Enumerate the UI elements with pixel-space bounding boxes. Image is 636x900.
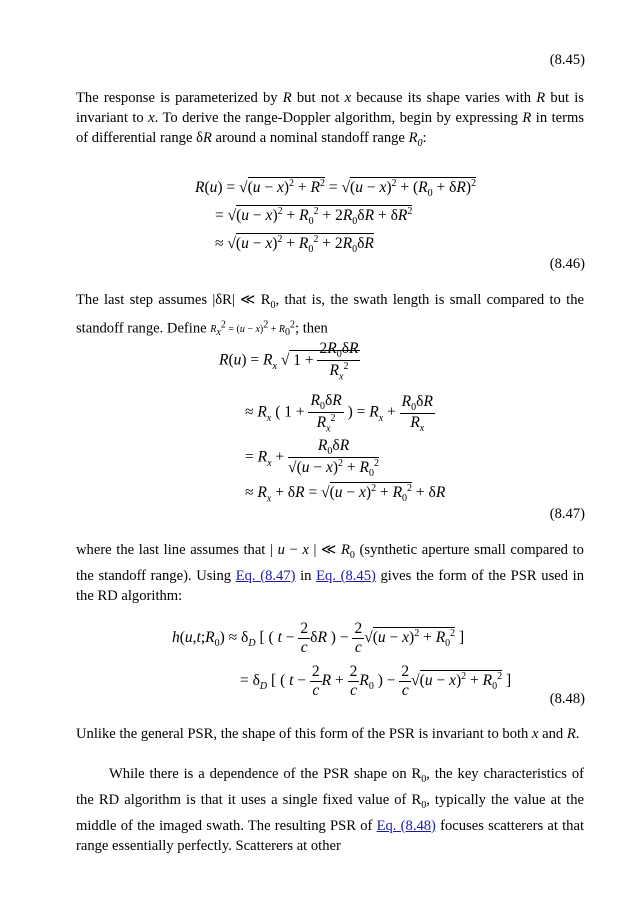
text: The last step assumes |δR| ≪ R (76, 292, 271, 308)
var-R0: R (408, 130, 418, 146)
equation-number-8-46: (8.46) (549, 256, 585, 272)
text: . To derive the range-Doppler algorithm, begin by expressing (154, 110, 523, 126)
paragraph-unlike (76, 724, 584, 744)
link-eq-8-48[interactable] (377, 818, 436, 834)
text: because its shape varies with (351, 90, 537, 106)
text: in (295, 567, 317, 584)
inline-definition: $R_x^2 = (u - x)^2 + R_0^2$ (210, 319, 295, 339)
paragraph-response (76, 88, 584, 154)
var-Rx: R (210, 324, 217, 336)
var-R: R (282, 90, 292, 106)
var-R: R (202, 130, 212, 146)
link-text[interactable]: (8.48) (400, 817, 436, 834)
text: focuses scatterers at that range essentially perfectly. Scatterers at other (76, 817, 584, 854)
paragraph-while (76, 764, 584, 856)
equation-8-47-line4: ≈ $R_x + \delta R = √(u - x)^2 + R_0^2 + \delta R$ (245, 483, 446, 505)
text: gives the form of the PSR used in the RD algorithm: (76, 567, 585, 604)
subscript: 0 (270, 299, 276, 311)
var-R: R (522, 110, 532, 126)
equation-8-48-line1: $h(u,t;R_0) \approx \delta_D$ [ ( t − $\frac{2}{c}$ δR ) − $\frac{2}{c}$ $√(u - x)^2 + R_0^2$ ] (172, 620, 465, 656)
text: : (422, 130, 427, 146)
equation-8-47-line1: $R(u) = R_x$ √ 1 + $\frac{2R_0\delta R}{R_x^2}$ (219, 340, 359, 383)
text: but is invariant to (76, 90, 584, 126)
text: where the last line assumes that (76, 542, 266, 558)
text: , the key characteristics of the RD algorithm is that it uses a single fixed value of R (76, 766, 584, 808)
paragraph-last-step (76, 290, 584, 343)
equation-8-46-line1: $R(u) = √(u - x)^2 + R^2 = √(u - x)^2 + (R_0 + \delta R)^2$ (195, 178, 477, 200)
text: While there is a dependence of the PSR shape on R (109, 766, 422, 782)
text: . (575, 726, 580, 742)
var-R: R (536, 90, 546, 106)
text: but not (291, 90, 345, 106)
text: , typically the value at the middle of the imaged swath. The resulting PSR of (76, 791, 584, 834)
equation-number-8-48: (8.48) (549, 691, 585, 707)
equation-number-8-45: (8.45) (549, 52, 585, 68)
var-R: R (566, 726, 576, 742)
text: in terms of differential range δ (76, 110, 584, 146)
text: The response is parameterized by (76, 90, 283, 106)
inline-condition: | u − x | ≪ $R_0$ (270, 542, 355, 561)
subscript: 0 (417, 137, 423, 149)
equation-8-48-line2: = $\delta_D$ [ ( t − $\frac{2}{c}$ R + $\frac{2}{c}$ $R_0$ ) − $\frac{2}{c}$ $√(u - x)^2 + R_0^2$ ] (240, 663, 512, 699)
text: ; then (295, 320, 328, 337)
text: and (538, 726, 567, 742)
equation-8-46-line2: = $√(u - x)^2 + R_0^2 + 2R_0\delta R + \delta R^2$ (215, 206, 413, 228)
text: (synthetic aperture small compared to the standoff range). Using (76, 542, 584, 584)
subscript: 0 (421, 799, 427, 811)
link-text[interactable]: Eq. (376, 817, 397, 834)
var-x: x (532, 726, 539, 742)
text: Unlike the general PSR, the shape of this form of the PSR is invariant to both (76, 726, 532, 742)
text: around a nominal standoff range (211, 130, 409, 146)
paragraph-where (76, 540, 584, 606)
link-eq-8-45[interactable]: Eq. (8.45) (316, 567, 376, 584)
text: , that is, the swath length is small compared to the standoff range. Define (76, 292, 584, 337)
equation-8-47-line3: = $R_x$ + $\frac{R_0\delta R}{√(u - x)^2 + R_0^2}$ (245, 437, 380, 480)
equation-8-46-line3: ≈ $√(u - x)^2 + R_0^2 + 2R_0\delta R$ (215, 234, 374, 256)
var-x: x (148, 110, 155, 126)
subscript: 0 (421, 773, 427, 785)
equation-number-8-47: (8.47) (549, 506, 585, 522)
var-x: x (344, 90, 352, 106)
link-eq-8-47[interactable]: Eq. (8.47) (235, 567, 296, 584)
equation-8-47-line2: ≈ $R_x$ ( 1 + $\frac{R_0\delta R}{R_x^2}$ ) = $R_x$ + $\frac{R_0\delta R}{R_x}$ (245, 392, 433, 435)
